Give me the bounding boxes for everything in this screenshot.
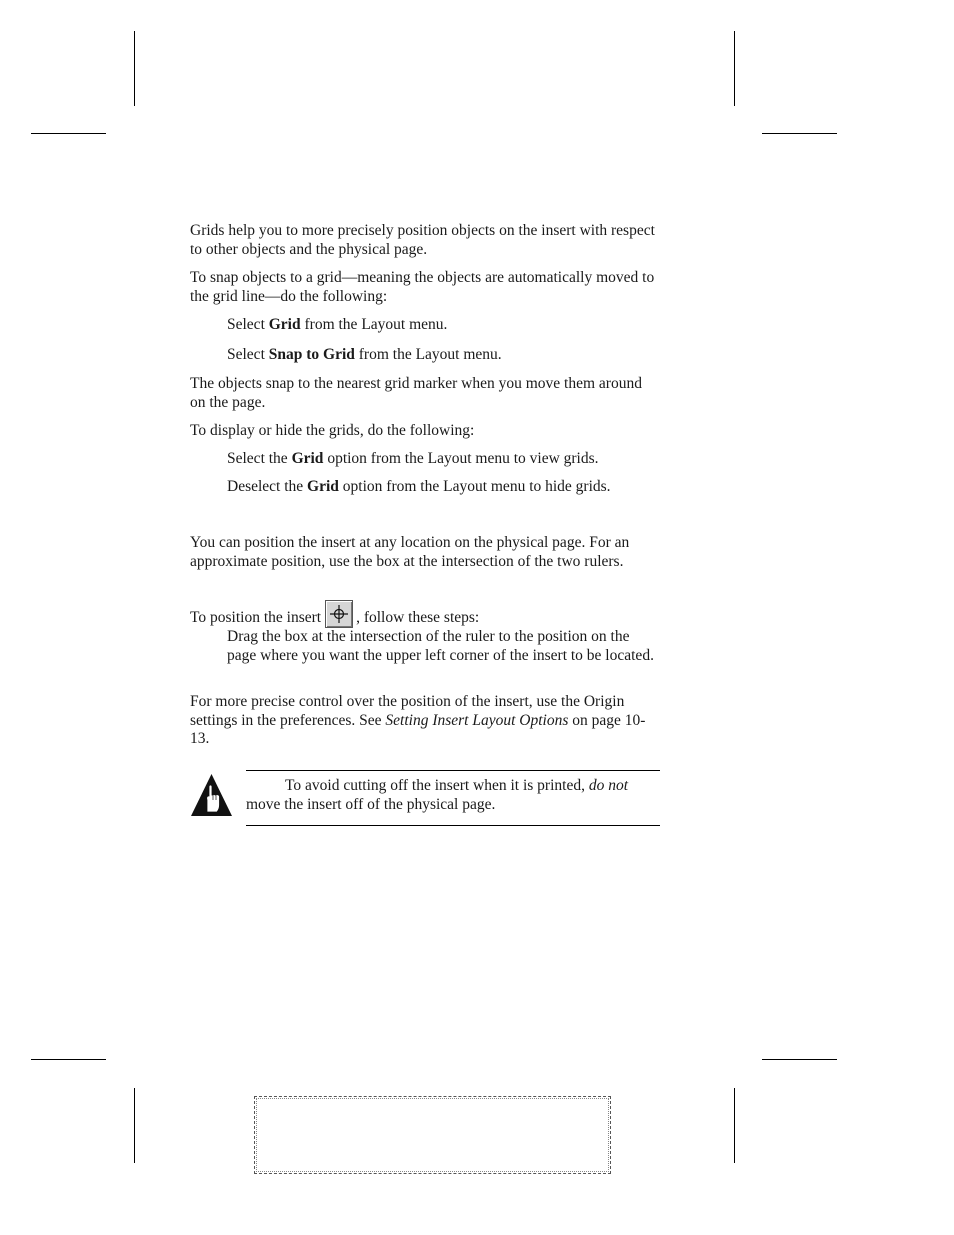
cross-reference-link[interactable]: Setting Insert Layout Options — [385, 711, 569, 729]
snap-step-2: Select Snap to Grid from the Layout menu. — [227, 346, 502, 363]
crop-mark-bottom-left-vertical — [134, 1088, 135, 1163]
note-bottom-rule — [246, 825, 660, 826]
display-step-1: Select the Grid option from the Layout menu to view grids. — [227, 450, 599, 467]
note-top-rule — [246, 770, 660, 771]
snap-step-1: Select Grid from the Layout menu. — [227, 316, 448, 333]
crop-mark-top-right-vertical — [734, 31, 735, 106]
display-step-2: Deselect the Grid option from the Layout menu to hide grids. — [227, 478, 611, 495]
position-precise-paragraph: For more precise control over the position of the insert, use the Origin settings in the preferences. See Setting Insert Layout Options on page 10-13. — [190, 693, 646, 748]
snap-intro-paragraph: To snap objects to a grid—meaning the objects are automatically moved to the grid line—do the following: — [190, 269, 655, 305]
footer-placeholder-box — [254, 1096, 611, 1174]
position-steps-intro: To position the insert , follow these steps: — [190, 600, 479, 628]
crop-mark-top-left-horizontal — [31, 133, 106, 134]
position-step-1: Drag the box at the intersection of the ruler to the position on the page where you want the upper left corner of the insert to be located. — [227, 628, 654, 664]
crop-mark-bottom-right-horizontal — [762, 1059, 837, 1060]
intro-paragraph: Grids help you to more precisely position objects on the insert with respect to other objects and the physical page. — [190, 222, 655, 258]
crop-mark-top-right-horizontal — [762, 133, 837, 134]
crosshair-locator-icon — [325, 600, 353, 628]
snap-result-paragraph: The objects snap to the nearest grid marker when you move them around on the page. — [190, 375, 642, 411]
crop-mark-top-left-vertical — [134, 31, 135, 106]
display-intro-paragraph: To display or hide the grids, do the following: — [190, 422, 475, 439]
crop-mark-bottom-left-horizontal — [31, 1059, 106, 1060]
note-text: To avoid cutting off the insert when it is printed, do not move the insert off of the physical page. — [246, 777, 629, 813]
pointing-hand-note-icon — [190, 773, 233, 817]
position-paragraph: You can position the insert at any location on the physical page. For an approximate position, use the box at the intersection of the two rulers. — [190, 534, 630, 570]
crop-mark-bottom-right-vertical — [734, 1088, 735, 1163]
